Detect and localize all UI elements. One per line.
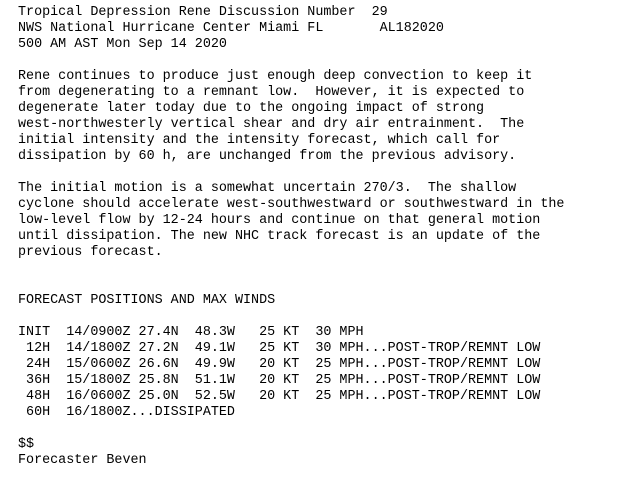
paragraph-2-line: low-level flow by 12-24 hours and continue on that general motion <box>18 213 541 228</box>
forecaster-signature: Forecaster Beven <box>18 453 147 468</box>
paragraph-2-line: cyclone should accelerate west-southwestward or southwestward in the <box>18 197 565 212</box>
header-office: NWS National Hurricane Center Miami FL AL182020 <box>18 21 444 36</box>
paragraph-2-line: previous forecast. <box>18 245 163 260</box>
paragraph-1-line: initial intensity and the intensity forecast, which call for <box>18 133 501 148</box>
header-title: Tropical Depression Rene Discussion Number 29 <box>18 5 388 20</box>
header-datetime: 500 AM AST Mon Sep 14 2020 <box>18 37 227 52</box>
blank-line <box>18 277 564 293</box>
paragraph-1-line: dissipation by 60 h, are unchanged from the previous advisory. <box>18 149 517 164</box>
blank-line <box>18 261 564 277</box>
paragraph-1-line: degenerate later today due to the ongoing impact of strong <box>18 101 485 116</box>
blank-line <box>18 309 564 325</box>
paragraph-1-line: from degenerating to a remnant low. However, it is expected to <box>18 85 525 100</box>
forecast-row-12h: 12H 14/1800Z 27.2N 49.1W 25 KT 30 MPH...POST-TROP/REMNT LOW <box>18 341 541 356</box>
forecast-row-init: INIT 14/0900Z 27.4N 48.3W 25 KT 30 MPH <box>18 325 364 340</box>
forecast-row-48h: 48H 16/0600Z 25.0N 52.5W 20 KT 25 MPH...POST-TROP/REMNT LOW <box>18 389 541 404</box>
end-marker: $$ <box>18 437 35 452</box>
forecast-row-24h: 24H 15/0600Z 26.6N 49.9W 20 KT 25 MPH...POST-TROP/REMNT LOW <box>18 357 541 372</box>
forecast-row-60h: 60H 16/1800Z...DISSIPATED <box>18 405 235 420</box>
discussion-document <box>18 5 564 469</box>
blank-line <box>18 53 564 69</box>
blank-line <box>18 165 564 181</box>
forecast-title: FORECAST POSITIONS AND MAX WINDS <box>18 293 276 308</box>
blank-line <box>18 421 564 437</box>
paragraph-2-line: until dissipation. The new NHC track forecast is an update of the <box>18 229 541 244</box>
paragraph-1-line: Rene continues to produce just enough deep convection to keep it <box>18 69 533 84</box>
paragraph-1-line: west-northwesterly vertical shear and dry air entrainment. The <box>18 117 525 132</box>
forecast-row-36h: 36H 15/1800Z 25.8N 51.1W 20 KT 25 MPH...POST-TROP/REMNT LOW <box>18 373 541 388</box>
paragraph-2-line: The initial motion is a somewhat uncertain 270/3. The shallow <box>18 181 517 196</box>
